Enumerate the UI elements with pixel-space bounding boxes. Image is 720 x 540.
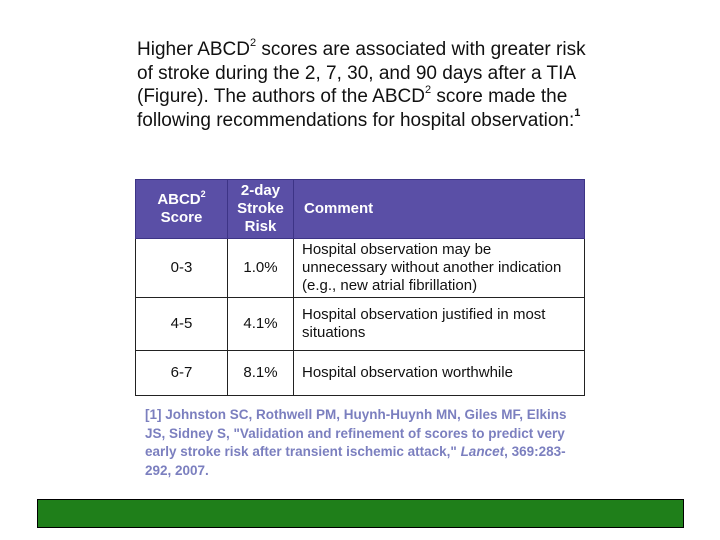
score-cell: 0-3 [136, 239, 228, 298]
citation-journal: Lancet [460, 444, 505, 459]
comment-cell: Hospital observation worthwhile [294, 351, 585, 396]
citation-reference [145, 406, 575, 480]
header-score [136, 180, 228, 239]
header-risk [228, 180, 294, 239]
header-risk-line-3: Risk [244, 218, 277, 235]
header-risk-line-1: 2-day [240, 182, 281, 199]
score-cell: 6-7 [136, 351, 228, 396]
header-risk-line-2: Stroke [237, 200, 284, 217]
risk-cell: 8.1% [228, 351, 294, 396]
intro-superscript-1: 2 [250, 36, 257, 49]
intro-paragraph [137, 38, 597, 132]
header-score-label-2: Score [160, 209, 203, 226]
citation-text: [1] Johnston SC, Rothwell PM, Huynh-Huynh MN, Giles MF, Elkins JS, Sidney S, "Validation and refinement of scores to predict very early stroke risk after transient ischemic attack," [145, 407, 567, 459]
table-row [136, 239, 585, 298]
table-row [136, 351, 585, 396]
table-row [136, 298, 585, 351]
intro-text-part-3: score made the following recommendations for hospital observation: [137, 86, 575, 131]
risk-cell: 4.1% [228, 298, 294, 351]
header-score-superscript: 2 [200, 189, 206, 199]
header-comment: Comment [294, 180, 585, 239]
abcd2-score-table [135, 179, 585, 396]
risk-cell: 1.0% [228, 239, 294, 298]
footnote-marker: 1 [574, 107, 581, 120]
citation-details: , 369:283-292, 2007. [145, 444, 566, 478]
intro-text-part-2: scores are associated with greater risk of stroke during the 2, 7, 30, and 90 days after a TIA (Figure). The authors of the ABCD [137, 39, 586, 107]
score-cell: 4-5 [136, 298, 228, 351]
table-header-row [136, 180, 585, 239]
bottom-green-bar [37, 499, 684, 528]
intro-text-part-1: Higher ABCD [137, 39, 250, 60]
comment-cell: Hospital observation may be unnecessary without another indication (e.g., new atrial fibrillation) [294, 239, 585, 298]
header-score-label: ABCD [157, 191, 201, 208]
comment-cell: Hospital observation justified in most situations [294, 298, 585, 351]
intro-superscript-2: 2 [424, 83, 432, 96]
